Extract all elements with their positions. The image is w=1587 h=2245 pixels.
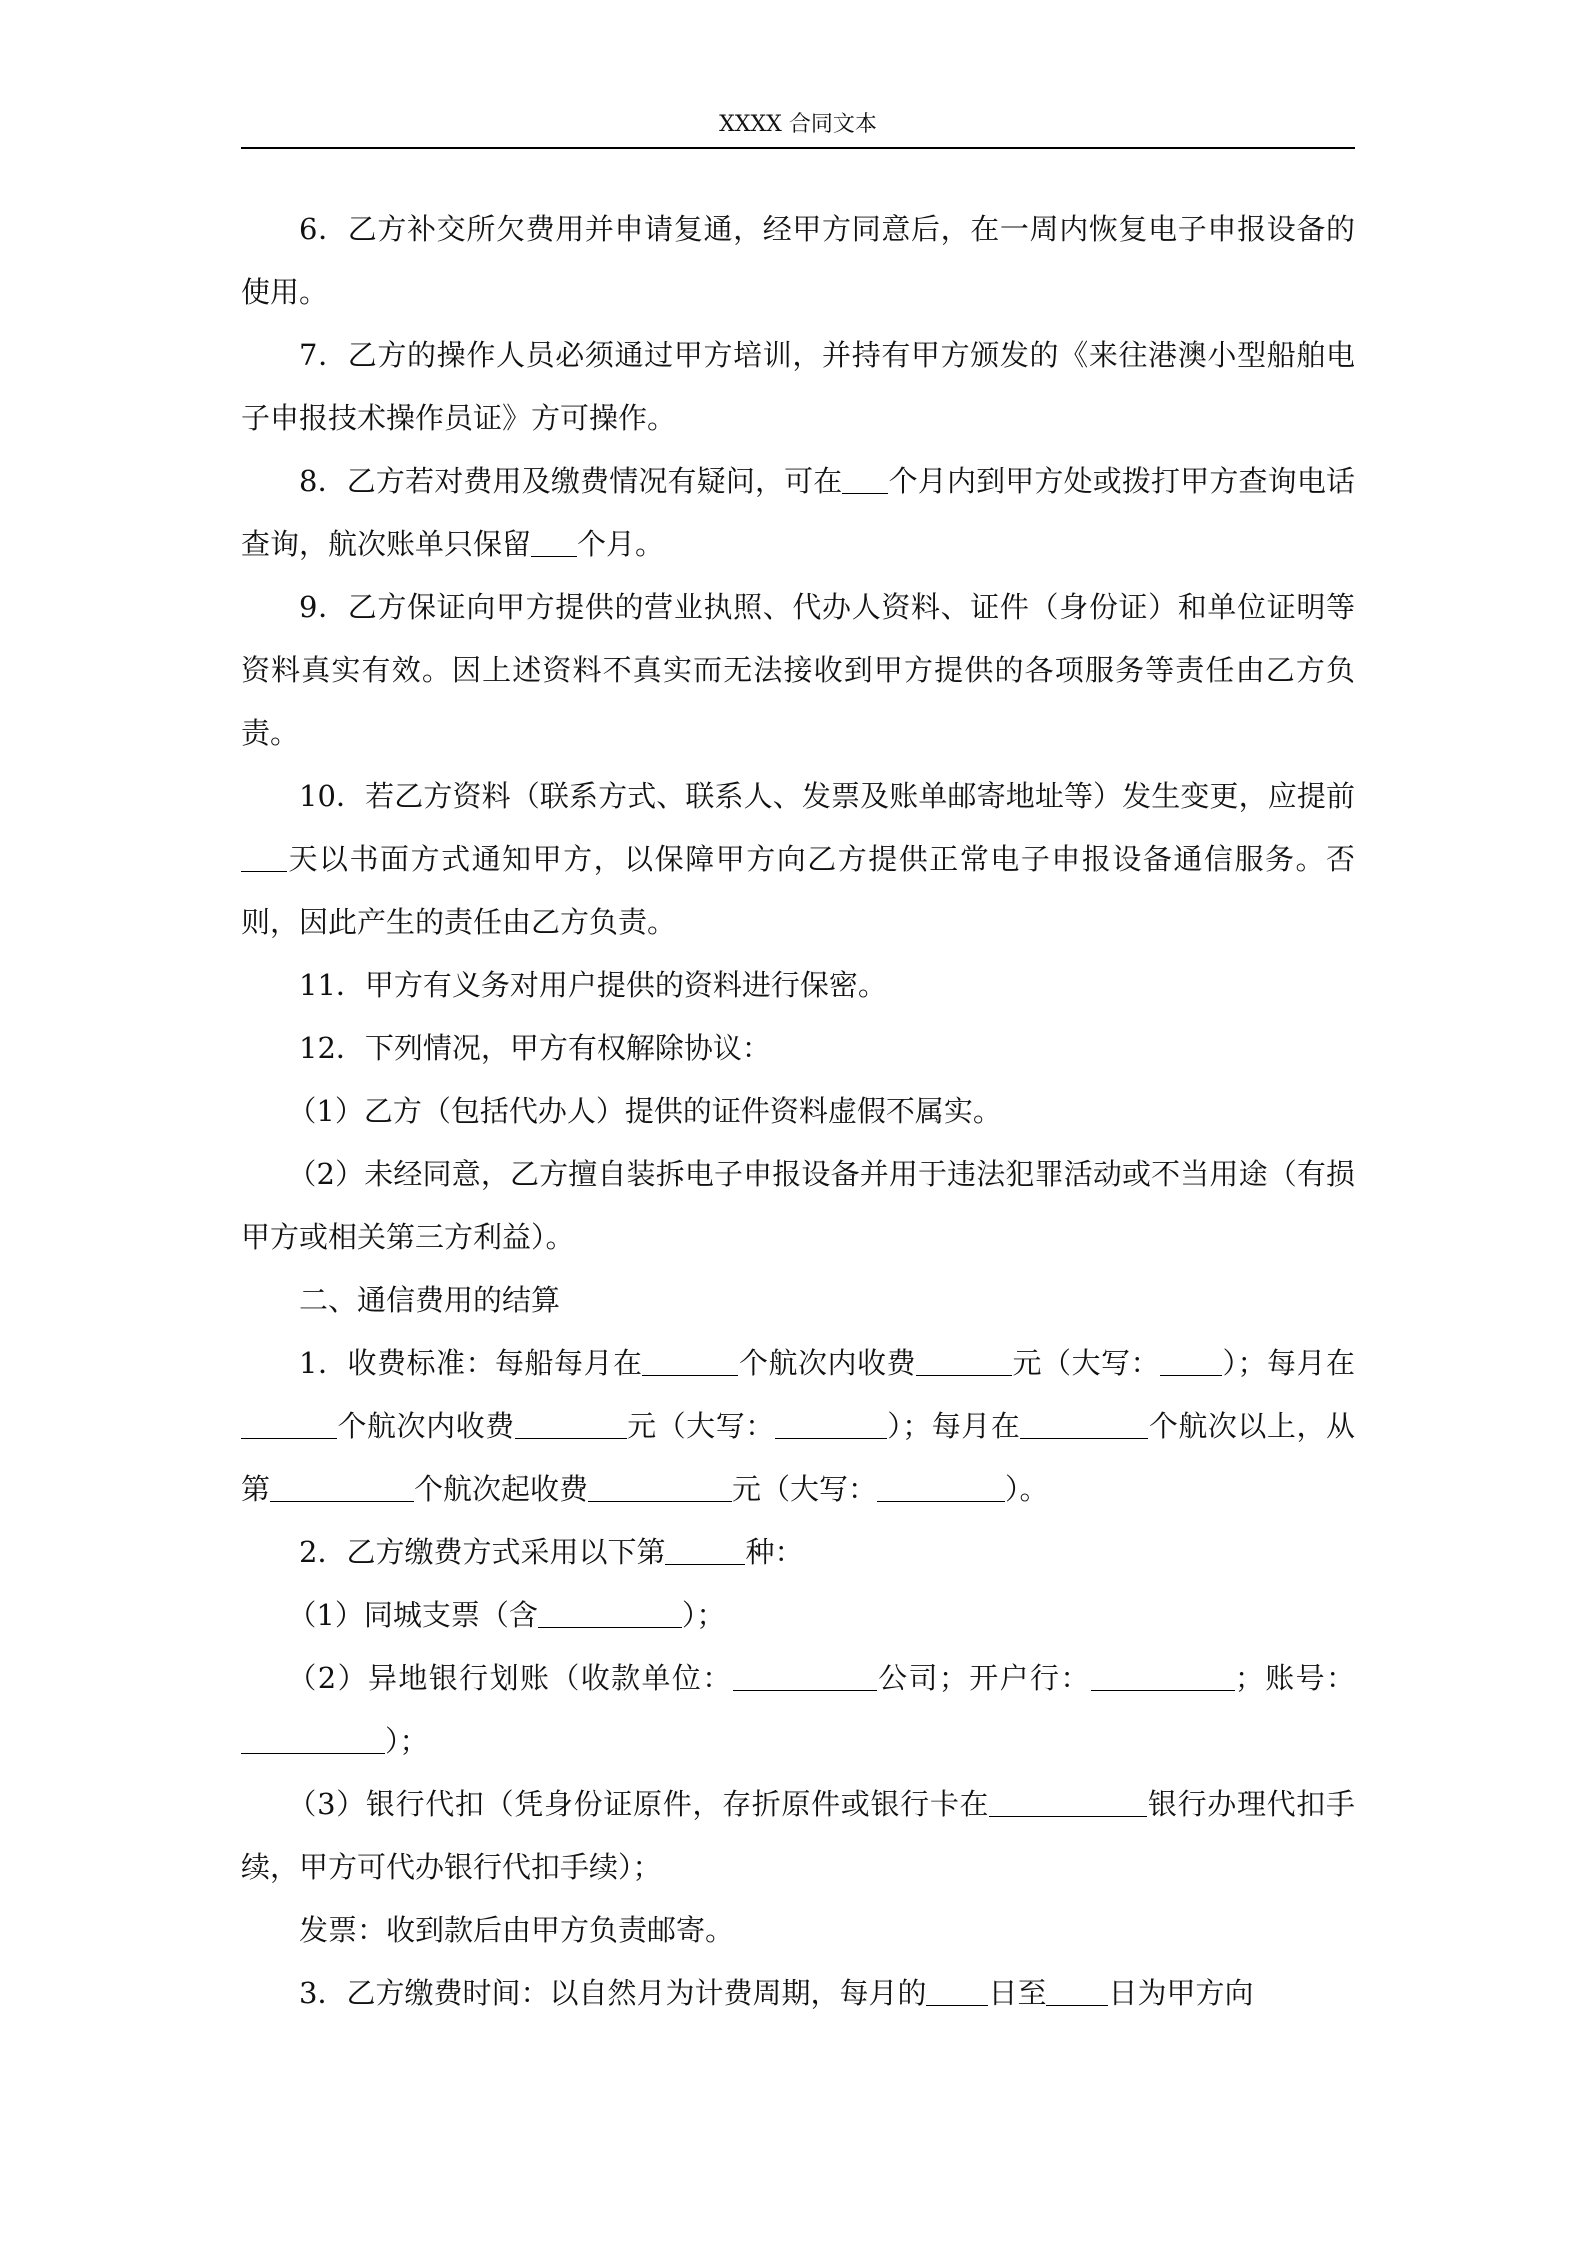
blank-field xyxy=(270,1469,414,1502)
fee-standard xyxy=(241,1332,1355,1521)
blank-field xyxy=(241,1406,337,1439)
blank-field xyxy=(733,1658,877,1691)
payment-time-text: 日至 xyxy=(988,1976,1047,2010)
blank-field xyxy=(1046,1973,1108,2006)
clause-12-item-2: （2）未经同意，乙方擅自装拆电子申报设备并用于违法犯罪活动或不当用途（有损甲方或相关第三方利益）。 xyxy=(241,1157,1355,1254)
payment-option-text: ）； xyxy=(681,1598,726,1632)
payment-option-text: （3）银行代扣（凭身份证原件，存折原件或银行卡在 xyxy=(287,1787,990,1821)
fee-text: 个航次内收费 xyxy=(738,1346,916,1380)
clause-12-item-1: （1）乙方（包括代办人）提供的证件资料虚假不属实。 xyxy=(287,1094,1002,1128)
clause-8-text-a: 8．乙方若对费用及缴费情况有疑问，可在 xyxy=(299,464,843,498)
section-heading: 二、通信费用的结算 xyxy=(299,1283,561,1317)
blank-field xyxy=(989,1784,1147,1817)
invoice-note: 发票：收到款后由甲方负责邮寄。 xyxy=(299,1913,735,1947)
clause-10 xyxy=(241,765,1355,954)
blank-field xyxy=(241,839,287,872)
blank-field xyxy=(775,1406,887,1439)
blank-field xyxy=(588,1469,732,1502)
payment-option-3 xyxy=(241,1773,1355,1899)
blank-field xyxy=(842,461,888,494)
clause-7: 7．乙方的操作人员必须通过甲方培训，并持有甲方颁发的《来往港澳小型船舶电子申报技术操作员证》方可操作。 xyxy=(241,338,1355,435)
fee-text: ）；每月在 xyxy=(886,1409,1021,1443)
payment-time xyxy=(241,1962,1355,2025)
blank-field xyxy=(877,1469,1005,1502)
blank-field xyxy=(1091,1658,1235,1691)
document-body xyxy=(241,198,1355,2025)
payment-time-text: 日为甲方向 xyxy=(1108,1976,1254,2010)
fee-text: 元（大写： xyxy=(626,1409,775,1443)
payment-option-text: （1）同城支票（含 xyxy=(287,1598,538,1632)
blank-field xyxy=(538,1595,682,1628)
payment-option-text: （2）异地银行划账（收款单位： xyxy=(287,1661,733,1695)
fee-text: 个航次以上，从第 xyxy=(241,1409,1355,1506)
page-header: XXXX 合同文本 xyxy=(719,112,877,137)
clause-8-text-c: 个月。 xyxy=(577,527,665,561)
payment-method xyxy=(241,1521,1355,1584)
blank-field xyxy=(515,1406,627,1439)
clause-6: 6．乙方补交所欠费用并申请复通，经甲方同意后，在一周内恢复电子申报设备的使用。 xyxy=(241,212,1355,309)
blank-field xyxy=(916,1343,1012,1376)
payment-option-text: ）； xyxy=(385,1724,429,1758)
clause-10-text-b: 天以书面方式通知甲方，以保障甲方向乙方提供正常电子申报设备通信服务。否则，因此产生的责任由乙方负责。 xyxy=(241,842,1355,939)
payment-option-1 xyxy=(241,1584,1355,1647)
clause-8-text-b: 个月内到甲方处或拨打甲方查询电话查询，航次账单只保留 xyxy=(241,464,1355,561)
fee-text: 元（大写： xyxy=(1011,1346,1160,1380)
blank-field xyxy=(241,1721,385,1754)
clause-8 xyxy=(241,450,1355,576)
fee-text: ）。 xyxy=(1005,1472,1049,1506)
payment-option-2 xyxy=(241,1647,1355,1773)
blank-field xyxy=(642,1343,738,1376)
clause-10-text-a: 10．若乙方资料（联系方式、联系人、发票及账单邮寄地址等）发生变更，应提前 xyxy=(299,779,1355,813)
blank-field xyxy=(1160,1343,1222,1376)
payment-option-text: 银行办理代扣手续，甲方可代办银行代扣手续）； xyxy=(241,1787,1355,1884)
payment-method-text: 2．乙方缴费方式采用以下第 xyxy=(299,1535,666,1569)
blank-field xyxy=(926,1973,988,2006)
blank-field xyxy=(665,1532,745,1565)
fee-text: ）；每月在 xyxy=(1221,1346,1355,1380)
blank-field xyxy=(1020,1406,1148,1439)
clause-12: 12．下列情况，甲方有权解除协议： xyxy=(299,1031,771,1065)
fee-text: 1．收费标准：每船每月在 xyxy=(299,1346,643,1380)
payment-option-text: 公司；开户行： xyxy=(876,1661,1091,1695)
payment-method-text: 种： xyxy=(745,1535,804,1569)
payment-time-text: 3．乙方缴费时间：以自然月为计费周期，每月的 xyxy=(299,1976,927,2010)
fee-text: 个航次内收费 xyxy=(337,1409,515,1443)
header-divider xyxy=(241,147,1355,149)
payment-option-text: ；账号： xyxy=(1234,1661,1355,1695)
clause-9: 9．乙方保证向甲方提供的营业执照、代办人资料、证件（身份证）和单位证明等资料真实有效。因上述资料不真实而无法接收到甲方提供的各项服务等责任由乙方负责。 xyxy=(241,590,1355,750)
clause-11: 11．甲方有义务对用户提供的资料进行保密。 xyxy=(299,968,887,1002)
blank-field xyxy=(531,524,577,557)
fee-text: 元（大写： xyxy=(732,1472,878,1506)
fee-text: 个航次起收费 xyxy=(414,1472,589,1506)
